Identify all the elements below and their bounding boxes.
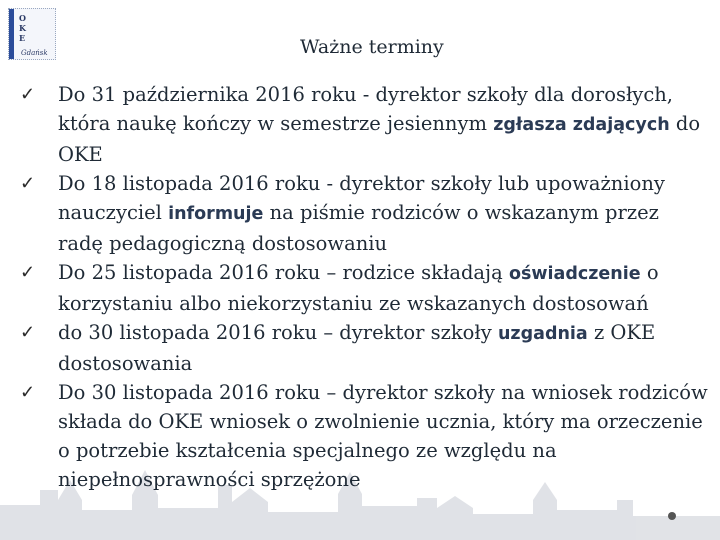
list-item xyxy=(20,80,710,169)
check-icon: ✓ xyxy=(20,84,36,105)
item-text: Do 30 listopada 2016 roku – dyrektor szkoły na wniosek rodziców składa do OKE wniosek o zwolnienie ucznia, który ma orzeczenie o potrzebie kształcenia specjalnego ze względu na niepełnosprawności sprzężone xyxy=(58,381,708,491)
check-icon: ✓ xyxy=(20,322,36,343)
logo-letter: O xyxy=(19,13,26,23)
logo-bar xyxy=(9,9,14,59)
item-text: o korzystaniu albo niekorzystaniu ze wskazanych dostosowań xyxy=(58,261,659,315)
item-text: na piśmie rodziców o wskazanym przez radę pedagogiczną dostosowaniu xyxy=(58,201,659,255)
list-item xyxy=(20,169,710,258)
list-item xyxy=(20,318,710,378)
deadline-list xyxy=(20,80,710,496)
item-text: Do 31 października 2016 roku - dyrektor szkoły dla dorosłych, która naukę kończy w semestrze jesiennym xyxy=(58,83,674,135)
logo-letter: E xyxy=(19,33,26,43)
list-item xyxy=(20,258,710,318)
item-emphasis: oświadczenie xyxy=(508,264,641,284)
check-icon: ✓ xyxy=(20,382,36,403)
item-text: Do 25 listopada 2016 roku – rodzice składają xyxy=(58,261,509,284)
item-text: z OKE dostosowania xyxy=(58,321,656,375)
item-emphasis: informuje xyxy=(168,204,264,224)
item-emphasis: uzgadnia xyxy=(497,324,588,344)
item-text: Do 18 listopada 2016 roku - dyrektor szkoły lub upoważniony nauczyciel xyxy=(58,172,665,224)
item-emphasis: zgłasza zdających xyxy=(493,115,670,135)
logo-letters xyxy=(19,13,26,43)
check-icon: ✓ xyxy=(20,262,36,283)
check-icon: ✓ xyxy=(20,173,36,194)
oke-logo xyxy=(8,8,56,60)
slide-dot-decoration xyxy=(668,512,676,520)
item-text: do 30 listopada 2016 roku – dyrektor szkoły xyxy=(58,321,498,344)
item-text: do OKE xyxy=(58,112,701,166)
logo-city: Gdańsk xyxy=(21,49,48,57)
list-item xyxy=(20,378,710,496)
slide-title: Ważne terminy xyxy=(300,36,444,58)
logo-letter: K xyxy=(19,23,26,33)
